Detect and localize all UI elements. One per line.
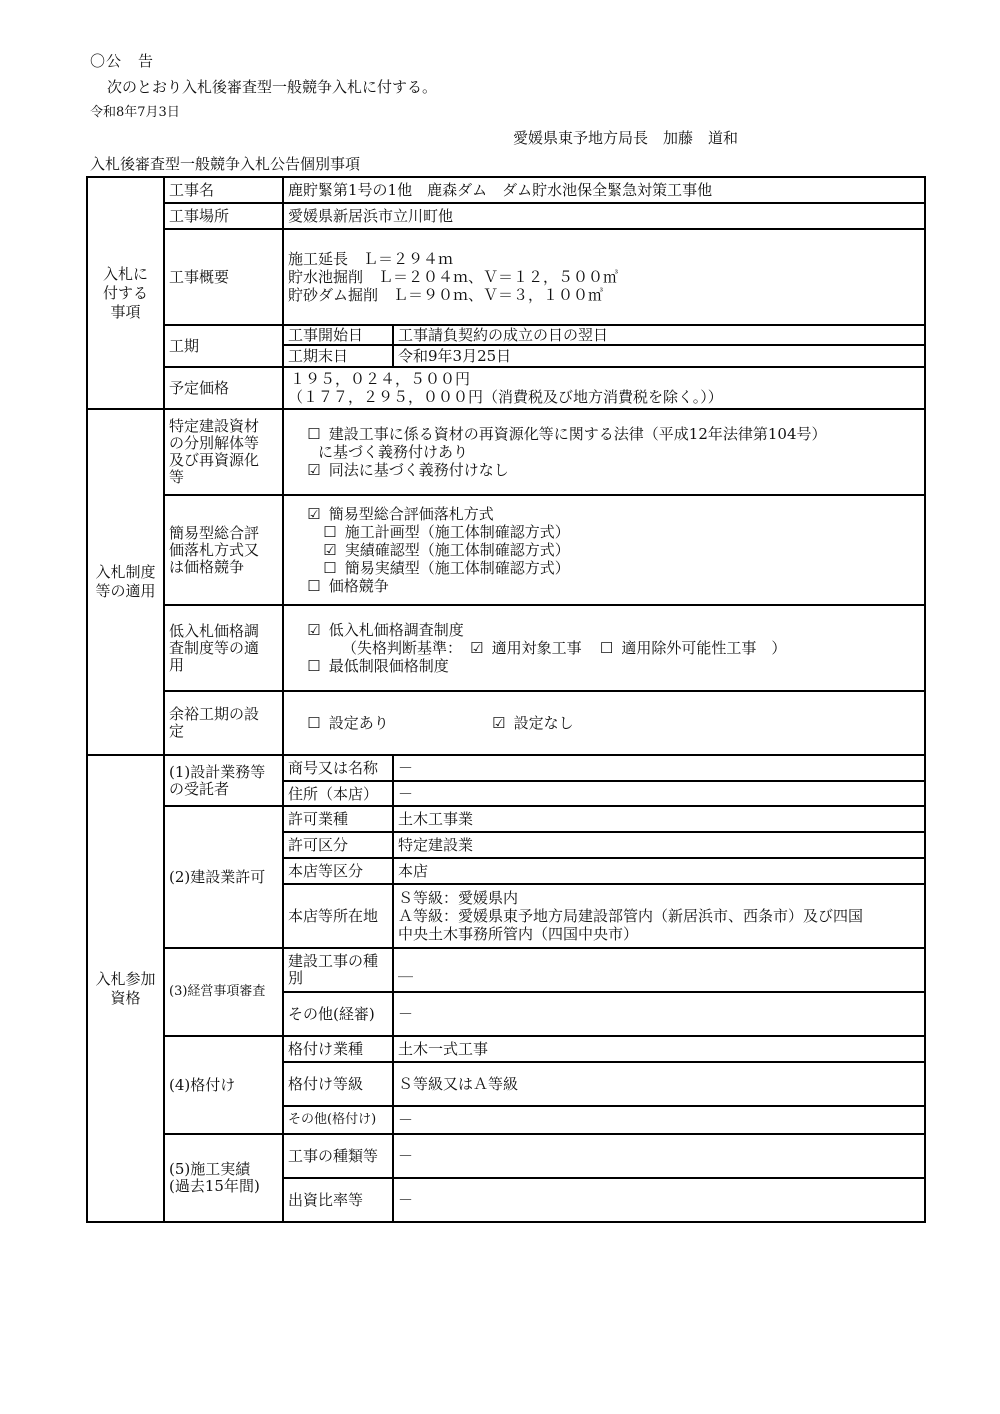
- license-class-value: 特定建設業: [393, 832, 925, 858]
- design-label: (1)設計業務等 の受託者: [164, 755, 283, 806]
- license-class-label: 許可区分: [283, 832, 393, 858]
- summary-line: 貯水池掘削 Ｌ＝２０４ｍ、Ｖ＝１２，５００㎥: [288, 268, 619, 286]
- checkbox-icon: ☑: [492, 714, 506, 732]
- price-value: [283, 367, 925, 409]
- management-other-label: その他(経審): [283, 992, 393, 1036]
- license-type-row: [87, 806, 925, 832]
- license-type-label: 許可業種: [283, 806, 393, 832]
- start-date-label: 工事開始日: [283, 325, 393, 345]
- evaluation-option: ☐ 簡易実績型（施工体制確認方式）: [304, 559, 920, 577]
- recycling-option: ☐ 建設工事に係る資材の再資源化等に関する法律（平成12年法律第104号）: [304, 425, 920, 443]
- license-type-value: 土木工事業: [393, 806, 925, 832]
- design-name-value: －: [393, 755, 925, 781]
- low-bid-row: [87, 605, 925, 691]
- checkbox-icon: ☐: [307, 714, 321, 732]
- start-date-value: 工事請負契約の成立の日の翌日: [393, 325, 925, 345]
- summary-row: [87, 229, 925, 325]
- notice-intro: 次のとおり入札後審査型一般競争入札に付する。: [107, 78, 438, 96]
- end-date-label: 工期末日: [283, 345, 393, 367]
- office-location-line: 中央土木事務所管内（四国中央市）: [398, 925, 639, 943]
- work-category-row: [87, 948, 925, 992]
- margin-period-options: [283, 691, 925, 755]
- office-location-line: Ａ等級：愛媛県東予地方局建設部管内（新居浜市、西条市）及び四国: [398, 907, 864, 925]
- rating-business-row: [87, 1036, 925, 1062]
- record-ratio-value: －: [393, 1178, 925, 1222]
- rating-grade-value: Ｓ等級又はＡ等級: [393, 1062, 925, 1106]
- price-label: 予定価格: [164, 367, 283, 409]
- evaluation-option: ☑ 簡易型総合評価落札方式: [304, 505, 920, 523]
- section-qualification-label: 入札参加 資格: [87, 755, 164, 1222]
- record-type-label: 工事の種類等: [283, 1134, 393, 1178]
- recycling-row: [87, 409, 925, 495]
- checkbox-icon: ☐: [307, 425, 321, 443]
- low-bid-label: 低入札価格調 査制度等の適 用: [164, 605, 283, 691]
- evaluation-row: [87, 495, 925, 605]
- evaluation-option: ☑ 実績確認型（施工体制確認方式）: [304, 541, 920, 559]
- checkbox-icon: ☑: [307, 461, 321, 479]
- low-bid-option: ☑ 低入札価格調査制度: [304, 621, 920, 639]
- checkbox-icon: ☐: [323, 559, 337, 577]
- low-bid-options: [283, 605, 925, 691]
- management-other-value: －: [393, 992, 925, 1036]
- design-name-row: [87, 755, 925, 781]
- project-name-value: 鹿貯緊第1号の1他 鹿森ダム ダム貯水池保全緊急対策工事他: [283, 177, 925, 203]
- margin-option-no: 設定なし: [513, 714, 574, 732]
- notice-date: 令和8年7月3日: [90, 105, 180, 120]
- office-type-value: 本店: [393, 858, 925, 884]
- rating-label: (4)格付け: [164, 1036, 283, 1134]
- work-category-label: 建設工事の種 別: [283, 948, 393, 992]
- evaluation-label: 簡易型総合評 価落札方式又 は価格競争: [164, 495, 283, 605]
- office-location-value: [393, 884, 925, 948]
- location-label: 工事場所: [164, 203, 283, 229]
- checkbox-icon: ☑: [307, 621, 321, 639]
- design-address-label: 住所（本店）: [283, 781, 393, 806]
- location-value: 愛媛県新居浜市立川町他: [283, 203, 925, 229]
- rating-business-label: 格付け業種: [283, 1036, 393, 1062]
- price-line: １９５，０２４，５００円: [290, 370, 471, 388]
- low-bid-option: ☐ 最低制限価格制度: [304, 657, 920, 675]
- margin-option-yes: 設定あり: [328, 714, 389, 732]
- location-row: [87, 203, 925, 229]
- price-excl-tax-line: （１７７，２９５，０００円（消費税及び地方消費税を除く。））: [288, 388, 723, 406]
- record-type-row: [87, 1134, 925, 1178]
- checkbox-icon: ☐: [307, 657, 321, 675]
- disqualification-criteria: （失格判断基準： ☑ 適用対象工事 ☐ 適用除外可能性工事 ）: [342, 639, 787, 657]
- checkbox-icon: ☐: [599, 639, 614, 657]
- project-name-label: 工事名: [164, 177, 283, 203]
- record-label: (5)施工実績 (過去15年間): [164, 1134, 283, 1222]
- license-label: (2)建設業許可: [164, 806, 283, 948]
- rating-business-value: 土木一式工事: [393, 1036, 925, 1062]
- rating-other-value: －: [393, 1106, 925, 1134]
- record-ratio-label: 出資比率等: [283, 1178, 393, 1222]
- office-location-label: 本店等所在地: [283, 884, 393, 948]
- checkbox-icon: ☑: [470, 639, 484, 657]
- evaluation-option: ☐ 施工計画型（施工体制確認方式）: [304, 523, 920, 541]
- summary-value: [283, 229, 925, 325]
- management-label: (3)経営事項審査: [164, 948, 283, 1036]
- notice-issuer: 愛媛県東予地方局長 加藤 道和: [513, 129, 739, 147]
- margin-period-label: 余裕工期の設 定: [164, 691, 283, 755]
- summary-label: 工事概要: [164, 229, 283, 325]
- price-row: [87, 367, 925, 409]
- office-type-label: 本店等区分: [283, 858, 393, 884]
- recycling-option: ☑ 同法に基づく義務付けなし: [304, 461, 920, 479]
- checkbox-icon: ☑: [323, 541, 337, 559]
- end-date-value: 令和9年3月25日: [393, 345, 925, 367]
- evaluation-options: [283, 495, 925, 605]
- evaluation-option: ☐ 価格競争: [304, 577, 920, 595]
- section-system-label: 入札制度 等の適用: [87, 409, 164, 755]
- checkbox-icon: ☐: [323, 523, 337, 541]
- office-location-line: Ｓ等級：愛媛県内: [398, 889, 519, 907]
- project-name-row: [87, 177, 925, 203]
- table-title: 入札後審査型一般競争入札公告個別事項: [90, 155, 361, 173]
- summary-line: 施工延長 Ｌ＝２９４ｍ: [288, 250, 454, 268]
- margin-period-row: [87, 691, 925, 755]
- summary-line: 貯砂ダム掘削 Ｌ＝９０ｍ、Ｖ＝３，１００㎥: [288, 286, 604, 304]
- rating-grade-label: 格付け等級: [283, 1062, 393, 1106]
- period-label: 工期: [164, 325, 283, 367]
- recycling-label: 特定建設資材 の分別解体等 及び再資源化 等: [164, 409, 283, 495]
- notice-table: [86, 176, 926, 1223]
- recycling-options: [283, 409, 925, 495]
- notice-title: 〇公 告: [90, 52, 155, 70]
- period-start-row: [87, 325, 925, 345]
- recycling-option-cont: に基づく義務付けあり: [318, 443, 469, 461]
- checkbox-icon: ☑: [307, 505, 321, 523]
- design-address-value: －: [393, 781, 925, 806]
- work-category-value: ＿: [393, 948, 925, 992]
- section-bid-items-label: 入札に 付する 事項: [87, 177, 164, 409]
- design-name-label: 商号又は名称: [283, 755, 393, 781]
- record-type-value: －: [393, 1134, 925, 1178]
- checkbox-icon: ☐: [307, 577, 321, 595]
- rating-other-label: その他(格付け): [283, 1106, 393, 1134]
